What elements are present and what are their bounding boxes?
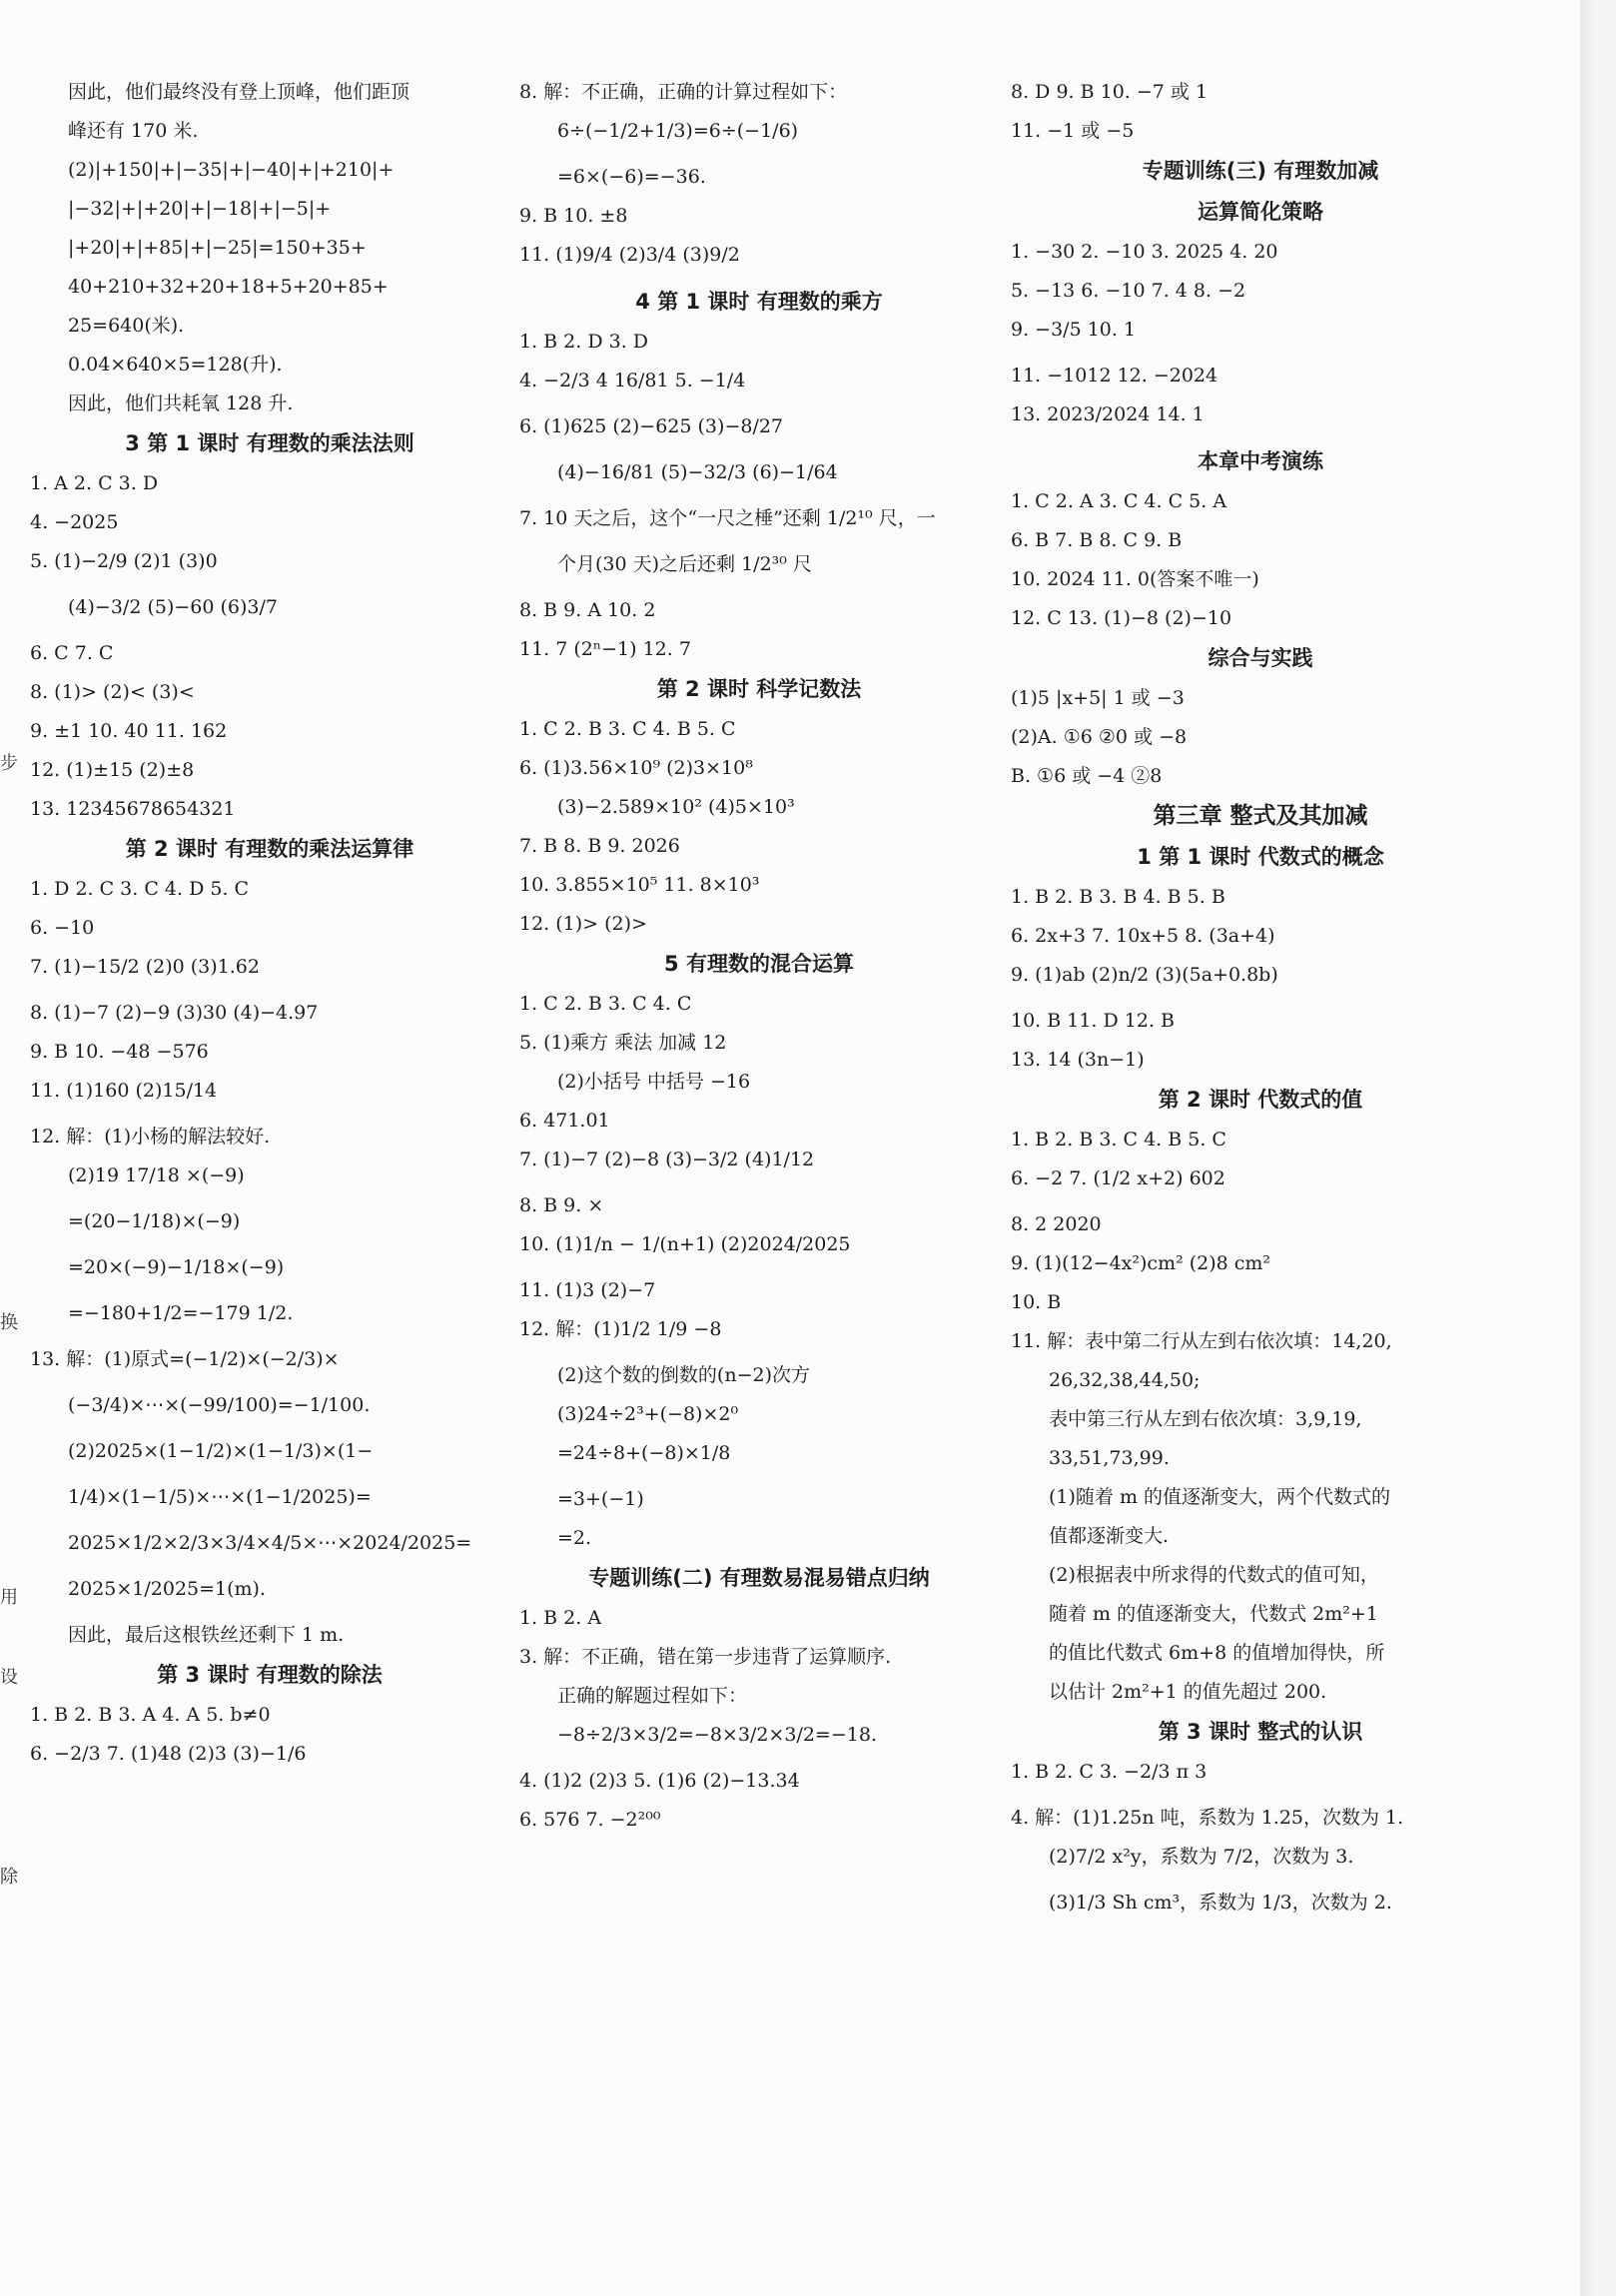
section-heading: 专题训练(二) 有理数易混易错点归纳 [588, 1566, 930, 1590]
answer-line: 12. C 13. (1)−8 (2)−10 [1011, 607, 1232, 629]
answer-line: 随着 m 的值逐渐变大，代数式 2m²+1 [1049, 1603, 1378, 1625]
section-heading: 运算简化策略 [1198, 200, 1323, 224]
margin-char: 换 [0, 1312, 18, 1333]
section-heading: 第 2 课时 代数式的值 [1158, 1088, 1363, 1112]
answer-line: 6. −10 [30, 917, 95, 939]
answer-line: 11. 7 (2ⁿ−1) 12. 7 [519, 638, 691, 660]
answer-line: 25=640(米). [68, 315, 185, 337]
margin-char: 设 [0, 1667, 18, 1688]
answer-column-left [30, 80, 509, 1788]
answer-line: (3)24÷2³+(−8)×2⁰ [557, 1403, 739, 1425]
answer-line: (4)−3/2 (5)−60 (6)3/7 [68, 596, 278, 618]
section-heading: 第三章 整式及其加减 [1153, 803, 1368, 829]
answer-line: 6÷(−1/2+1/3)=6÷(−1/6) [557, 120, 799, 142]
answer-line: 4. 解：(1)1.25n 吨，系数为 1.25，次数为 1. [1011, 1807, 1404, 1829]
answer-line: 1. C 2. B 3. C 4. B 5. C [519, 718, 736, 740]
answer-line: 11. (1)9/4 (2)3/4 (3)9/2 [519, 244, 740, 266]
answer-line: 10. (1)1/n − 1/(n+1) (2)2024/2025 [519, 1233, 851, 1255]
answer-line: 12. (1)> (2)> [519, 913, 647, 935]
answer-line: 3. 解：不正确，错在第一步违背了运算顺序. [519, 1646, 892, 1668]
answer-line: =20×(−9)−1/18×(−9) [68, 1256, 285, 1278]
answer-line: 2025×1/2025=1(m). [68, 1578, 267, 1600]
answer-line: 表中第三行从左到右依次填：3,9,19, [1049, 1408, 1362, 1430]
answer-line: =−180+1/2=−179 1/2. [68, 1302, 294, 1324]
answer-line: 2025×1/2×2/3×3/4×4/5×⋯×2024/2025= [68, 1532, 472, 1554]
answer-line: 4. −2025 [30, 511, 119, 533]
answer-line: 1. C 2. A 3. C 4. C 5. A [1011, 490, 1227, 512]
answer-line: 13. 解：(1)原式=(−1/2)×(−2/3)× [30, 1348, 340, 1370]
section-heading: 5 有理数的混合运算 [664, 952, 854, 976]
answer-line: 9. −3/5 10. 1 [1011, 319, 1137, 341]
answer-line: =2. [557, 1527, 592, 1549]
answer-line: 12. 解：(1)小杨的解法较好. [30, 1126, 271, 1148]
answer-line: 5. (1)−2/9 (2)1 (3)0 [30, 550, 218, 572]
answer-column-middle [519, 80, 999, 1847]
answer-line: 10. 3.855×10⁵ 11. 8×10³ [519, 874, 760, 896]
answer-line: 6. B 7. B 8. C 9. B [1011, 529, 1183, 551]
section-heading: 4 第 1 课时 有理数的乘方 [635, 290, 883, 314]
section-heading: 第 3 课时 整式的认识 [1158, 1720, 1363, 1744]
answer-line: (−3/4)×⋯×(−99/100)=−1/100. [68, 1394, 371, 1416]
answer-line: (2)这个数的倒数的(n−2)次方 [557, 1364, 810, 1386]
answer-line: 8. 解：不正确，正确的计算过程如下： [519, 81, 848, 103]
answer-line: 6. −2/3 7. (1)48 (2)3 (3)−1/6 [30, 1743, 307, 1765]
answer-line: 13. 2023/2024 14. 1 [1011, 403, 1205, 425]
answer-line: (2)根据表中所求得的代数式的值可知， [1049, 1564, 1379, 1586]
answer-line: 13. 14 (3n−1) [1011, 1049, 1145, 1071]
answer-line: (2)|+150|+|−35|+|−40|+|+210|+ [68, 159, 395, 181]
answer-line: 6. 576 7. −2²⁰⁰ [519, 1809, 661, 1831]
section-heading: 本章中考演练 [1198, 449, 1323, 473]
answer-line: 8. (1)−7 (2)−9 (3)30 (4)−4.97 [30, 1002, 319, 1024]
answer-line: 9. ±1 10. 40 11. 162 [30, 720, 228, 742]
margin-char: 步 [0, 753, 18, 774]
answer-line: (2)A. ①6 ②0 或 −8 [1011, 726, 1188, 748]
answer-line: (1)5 |x+5| 1 或 −3 [1011, 687, 1185, 709]
answer-line: 1. B 2. B 3. B 4. B 5. B [1011, 886, 1225, 908]
answer-line: 6. 2x+3 7. 10x+5 8. (3a+4) [1011, 925, 1275, 947]
page-fold-shadow [1580, 0, 1598, 2296]
answer-line: 40+210+32+20+18+5+20+85+ [68, 276, 389, 298]
answer-line: =(20−1/18)×(−9) [68, 1210, 241, 1232]
answer-line: 5. (1)乘方 乘法 加减 12 [519, 1032, 727, 1054]
answer-line: 1. B 2. A [519, 1607, 602, 1629]
margin-char: 用 [0, 1587, 18, 1608]
answer-line: 1. B 2. D 3. D [519, 331, 649, 353]
answer-column-right [1011, 80, 1510, 1936]
answer-line: =6×(−6)=−36. [557, 166, 706, 188]
answer-line: 因此，他们最终没有登上顶峰，他们距顶 [68, 81, 410, 103]
section-heading: 1 第 1 课时 代数式的概念 [1137, 845, 1384, 869]
section-heading: 第 2 课时 科学记数法 [656, 677, 862, 701]
answer-line: (2)2025×(1−1/2)×(1−1/3)×(1− [68, 1440, 374, 1462]
answer-line: 7. (1)−7 (2)−8 (3)−3/2 (4)1/12 [519, 1148, 815, 1170]
answer-line: 7. (1)−15/2 (2)0 (3)1.62 [30, 956, 260, 978]
answer-line: 1/4)×(1−1/5)×⋯×(1−1/2025)= [68, 1486, 372, 1508]
answer-line: 9. (1)ab (2)n/2 (3)(5a+0.8b) [1011, 964, 1278, 986]
answer-line: =3+(−1) [557, 1488, 644, 1510]
answer-line: 8. B 9. × [519, 1194, 604, 1216]
answer-line: 1. B 2. C 3. −2/3 π 3 [1011, 1761, 1208, 1783]
answer-line: 6. (1)3.56×10⁹ (2)3×10⁸ [519, 757, 753, 779]
answer-line: 1. B 2. B 3. C 4. B 5. C [1011, 1129, 1226, 1150]
answer-line: 个月(30 天)之后还剩 1/2³⁰ 尺 [557, 553, 812, 575]
answer-line: 9. B 10. −48 −576 [30, 1041, 209, 1063]
answer-line: 11. 解：表中第二行从左到右依次填：14,20, [1011, 1330, 1392, 1352]
answer-line: (4)−16/81 (5)−32/3 (6)−1/64 [557, 461, 838, 483]
answer-line: 因此，最后这根铁丝还剩下 1 m. [68, 1624, 345, 1646]
answer-line: 8. (1)> (2)< (3)< [30, 681, 195, 703]
answer-line: =24÷8+(−8)×1/8 [557, 1442, 731, 1464]
answer-line: 12. (1)±15 (2)±8 [30, 759, 195, 781]
answer-line: 6. (1)625 (2)−625 (3)−8/27 [519, 415, 784, 437]
answer-line: 33,51,73,99. [1049, 1447, 1170, 1469]
answer-line: 13. 12345678654321 [30, 798, 236, 820]
answer-line: 6. −2 7. (1/2 x+2) 602 [1011, 1167, 1225, 1189]
section-heading: 第 3 课时 有理数的除法 [157, 1663, 383, 1687]
margin-char: 除 [0, 1867, 18, 1888]
answer-line: 9. (1)(12−4x²)cm² (2)8 cm² [1011, 1252, 1271, 1274]
answer-line: 0.04×640×5=128(升). [68, 354, 283, 376]
answer-line: (3)1/3 Sh cm³，系数为 1/3，次数为 2. [1049, 1892, 1392, 1913]
answer-line: 5. −13 6. −10 7. 4 8. −2 [1011, 280, 1246, 302]
answer-line: 10. B [1011, 1291, 1062, 1313]
section-heading: 综合与实践 [1208, 646, 1313, 670]
answer-line: B. ①6 或 −4 ②8 [1011, 765, 1163, 787]
answer-line: 10. B 11. D 12. B [1011, 1010, 1176, 1032]
answer-line: 11. (1)3 (2)−7 [519, 1279, 656, 1301]
answer-line: 1. B 2. B 3. A 4. A 5. b≠0 [30, 1704, 271, 1726]
answer-line: 11. −1012 12. −2024 [1011, 365, 1218, 386]
answer-line: |−32|+|+20|+|−18|+|−5|+ [68, 198, 332, 220]
answer-line: −8÷2/3×3/2=−8×3/2×3/2=−18. [557, 1724, 877, 1746]
answer-line: 10. 2024 11. 0(答案不唯一) [1011, 568, 1259, 590]
answer-line: (1)随着 m 的值逐渐变大，两个代数式的 [1049, 1486, 1391, 1508]
section-heading: 第 2 课时 有理数的乘法运算律 [125, 837, 414, 861]
answer-line: 1. C 2. B 3. C 4. C [519, 993, 692, 1015]
answer-line: 4. (1)2 (2)3 5. (1)6 (2)−13.34 [519, 1770, 800, 1792]
answer-line: 11. (1)160 (2)15/14 [30, 1080, 218, 1102]
answer-line: 以估计 2m²+1 的值先超过 200. [1049, 1681, 1327, 1703]
answer-line: 7. 10 天之后，这个“一尺之棰”还剩 1/2¹⁰ 尺，一 [519, 507, 936, 529]
answer-line: (2)19 17/18 ×(−9) [68, 1164, 245, 1186]
answer-line: 的值比代数式 6m+8 的值增加得快，所 [1049, 1642, 1385, 1664]
answer-line: 6. C 7. C [30, 642, 114, 664]
answer-line: (3)−2.589×10² (4)5×10³ [557, 796, 795, 818]
answer-line: 4. −2/3 4 16/81 5. −1/4 [519, 370, 746, 391]
answer-line: 值都逐渐变大. [1049, 1525, 1170, 1547]
answer-line: 26,32,38,44,50; [1049, 1369, 1201, 1391]
answer-line: 8. 2 2020 [1011, 1213, 1102, 1235]
answer-line: 7. B 8. B 9. 2026 [519, 835, 680, 857]
answer-line: 1. −30 2. −10 3. 2025 4. 20 [1011, 241, 1278, 263]
answer-line: 因此，他们共耗氧 128 升. [68, 392, 294, 414]
section-heading: 3 第 1 课时 有理数的乘法法则 [125, 431, 414, 455]
answer-line: (2)小括号 中括号 −16 [557, 1071, 751, 1093]
answer-line: 8. B 9. A 10. 2 [519, 599, 656, 621]
answer-line: 1. D 2. C 3. C 4. D 5. C [30, 878, 250, 900]
answer-line: 8. D 9. B 10. −7 或 1 [1011, 81, 1209, 103]
answer-line: (2)7/2 x²y，系数为 7/2，次数为 3. [1049, 1846, 1354, 1868]
section-heading: 专题训练(三) 有理数加减 [1142, 159, 1379, 183]
answer-line: 峰还有 170 米. [68, 120, 199, 142]
answer-line: 6. 471.01 [519, 1110, 610, 1132]
answer-line: 12. 解：(1)1/2 1/9 −8 [519, 1318, 722, 1340]
answer-line: 9. B 10. ±8 [519, 205, 628, 227]
answer-line: 1. A 2. C 3. D [30, 472, 159, 494]
answer-line: |+20|+|+85|+|−25|=150+35+ [68, 237, 367, 259]
answer-line: 11. −1 或 −5 [1011, 120, 1135, 142]
answer-line: 正确的解题过程如下： [557, 1685, 748, 1707]
